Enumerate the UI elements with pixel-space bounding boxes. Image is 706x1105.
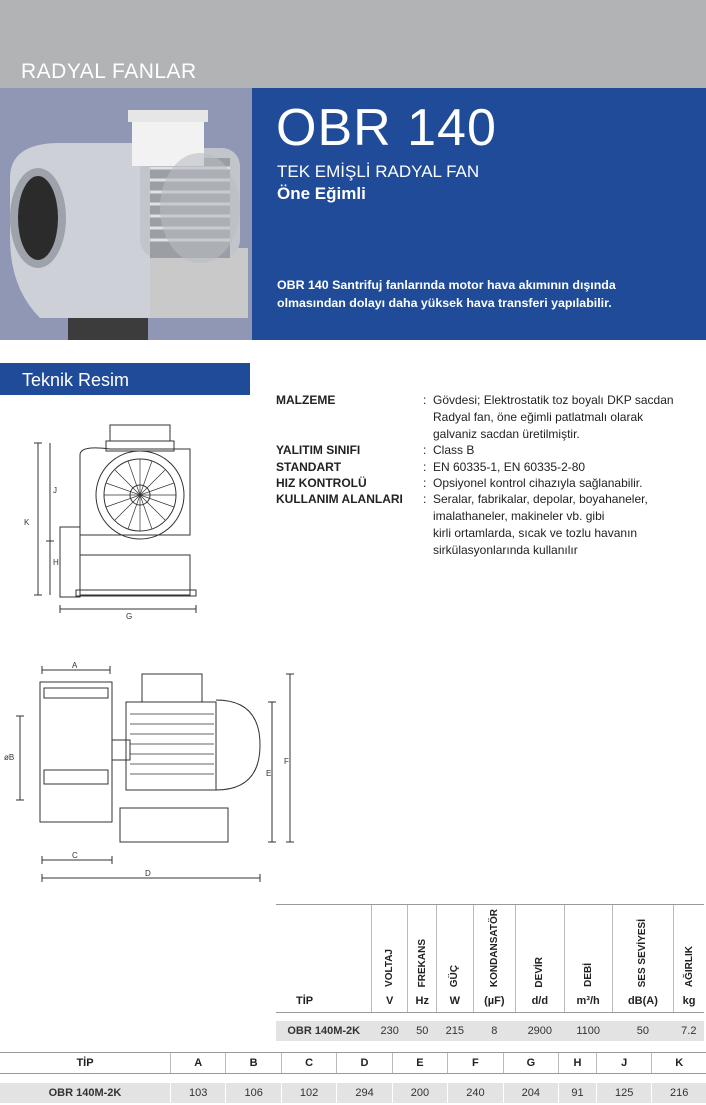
dim-label-c: C <box>72 851 78 860</box>
dim-header: H <box>559 1053 597 1074</box>
unit-cell: kg <box>674 990 704 1013</box>
unit-cell: Hz <box>408 990 437 1013</box>
value-cell: 230 <box>372 1021 408 1041</box>
table-row <box>276 1021 704 1041</box>
dim-cell: 216 <box>652 1083 706 1103</box>
value-cell: 50 <box>408 1021 437 1041</box>
header-noise: SES SEVİYESİ <box>612 905 673 991</box>
dim-header: K <box>652 1053 706 1074</box>
value-cell: 2900 <box>516 1021 565 1041</box>
tip-header-spacer <box>276 905 372 991</box>
dim-header: B <box>226 1053 281 1074</box>
dimension-header-row <box>0 1053 706 1074</box>
unit-cell: (µF) <box>473 990 515 1013</box>
spec-label-standard: STANDART <box>276 460 342 474</box>
spec-value-material <box>433 392 703 443</box>
spec-line: sirkülasyonlarında kullanılır <box>433 543 578 557</box>
spec-value-speed-control: Opsiyonel kontrol cihazıyla sağlanabilir. <box>433 476 643 490</box>
dim-label-j: J <box>53 486 57 495</box>
spec-label-speed-control: HIZ KONTROLÜ <box>276 476 367 490</box>
dim-cell: 103 <box>171 1083 226 1103</box>
dim-label-e: E <box>266 769 272 778</box>
model-title: OBR 140 <box>276 99 497 157</box>
section-title: Teknik Resim <box>22 370 130 390</box>
dim-cell: 204 <box>503 1083 558 1103</box>
spec-colon: : <box>423 492 427 506</box>
spec-value-insulation: Class B <box>433 443 475 457</box>
dim-header: A <box>171 1053 226 1074</box>
header-weight: AĞIRLIK <box>674 905 704 991</box>
spec-colon: : <box>423 476 427 490</box>
dim-header: J <box>597 1053 652 1074</box>
header-voltage: VOLTAJ <box>372 905 408 991</box>
product-description <box>277 276 697 312</box>
spec-value-usage <box>433 491 703 559</box>
spec-line: imalathaneler, makineler vb. gibi <box>433 509 605 523</box>
dim-label-a: A <box>72 661 78 670</box>
dim-label-d: D <box>145 869 151 878</box>
spec-line: Gövdesi; Elektrostatik toz boyalı DKP sacdan <box>433 393 674 407</box>
unit-cell: dB(A) <box>612 990 673 1013</box>
spec-label-insulation: YALITIM SINIFI <box>276 443 361 457</box>
unit-cell: m³/h <box>564 990 612 1013</box>
spec-line: Radyal fan, öne eğimli patlatmalı olarak <box>433 410 644 424</box>
dim-header: G <box>503 1053 558 1074</box>
tip-label: TİP <box>276 990 372 1013</box>
dim-header: D <box>337 1053 392 1074</box>
header-power: GÜÇ <box>437 905 473 991</box>
dim-label-h: H <box>53 558 59 567</box>
product-subtitle: TEK EMİŞLİ RADYAL FAN <box>277 162 480 181</box>
unit-cell: W <box>437 990 473 1013</box>
unit-cell: d/d <box>516 990 565 1013</box>
dim-cell: 106 <box>226 1083 281 1103</box>
spec-colon: : <box>423 443 427 457</box>
spec-line: Seralar, fabrikalar, depolar, boyahaneler, <box>433 492 648 506</box>
spec-label-material: MALZEME <box>276 393 336 407</box>
dim-label-g: G <box>126 612 133 621</box>
front-view-drawing <box>20 415 220 625</box>
spec-header-row <box>276 905 704 991</box>
side-view-drawing <box>0 660 300 885</box>
dim-cell: 91 <box>559 1083 597 1103</box>
dim-cell: 125 <box>597 1083 652 1103</box>
spec-colon: : <box>423 460 427 474</box>
dim-cell: 102 <box>281 1083 336 1103</box>
spec-unit-row <box>276 990 704 1013</box>
value-cell: 215 <box>437 1021 473 1041</box>
dim-label-b: øB <box>4 753 15 762</box>
value-cell: 1100 <box>564 1021 612 1041</box>
table-row <box>0 1083 706 1103</box>
dimension-table <box>0 1052 706 1103</box>
fan-illustration <box>0 88 252 340</box>
dim-cell: 240 <box>448 1083 503 1103</box>
electrical-spec-table <box>276 904 704 1041</box>
dim-header: F <box>448 1053 503 1074</box>
value-cell: 50 <box>612 1021 673 1041</box>
category-title: RADYAL FANLAR <box>21 60 197 83</box>
dim-label-f: F <box>284 757 289 766</box>
value-cell: 8 <box>473 1021 515 1041</box>
spec-label-usage: KULLANIM ALANLARI <box>276 492 403 506</box>
header-flow: DEBİ <box>564 905 612 991</box>
product-photo <box>0 88 252 340</box>
spec-line: galvaniz sacdan üretilmiştir. <box>433 427 580 441</box>
unit-cell: V <box>372 990 408 1013</box>
product-variant: Öne Eğimli <box>277 184 366 203</box>
description-line: OBR 140 Santrifuj fanlarında motor hava akımının dışında <box>277 278 616 292</box>
value-cell: 7.2 <box>674 1021 704 1041</box>
dim-header: C <box>281 1053 336 1074</box>
header-frequency: FREKANS <box>408 905 437 991</box>
spec-colon: : <box>423 393 427 407</box>
dim-cell: OBR 140M-2K <box>0 1083 171 1103</box>
description-line: olmasından dolayı daha yüksek hava transferi yapılabilir. <box>277 296 612 310</box>
dim-label-k: K <box>24 518 30 527</box>
spec-value-standard: EN 60335-1, EN 60335-2-80 <box>433 460 586 474</box>
dim-header: TİP <box>0 1053 171 1074</box>
model-cell: OBR 140M-2K <box>276 1021 372 1041</box>
header-capacitor: KONDANSATÖR <box>473 905 515 991</box>
header-rpm: DEVİR <box>516 905 565 991</box>
dim-cell: 294 <box>337 1083 392 1103</box>
spec-line: kirli ortamlarda, sıcak ve tozlu havanın <box>433 526 638 540</box>
dim-cell: 200 <box>392 1083 447 1103</box>
dim-header: E <box>392 1053 447 1074</box>
